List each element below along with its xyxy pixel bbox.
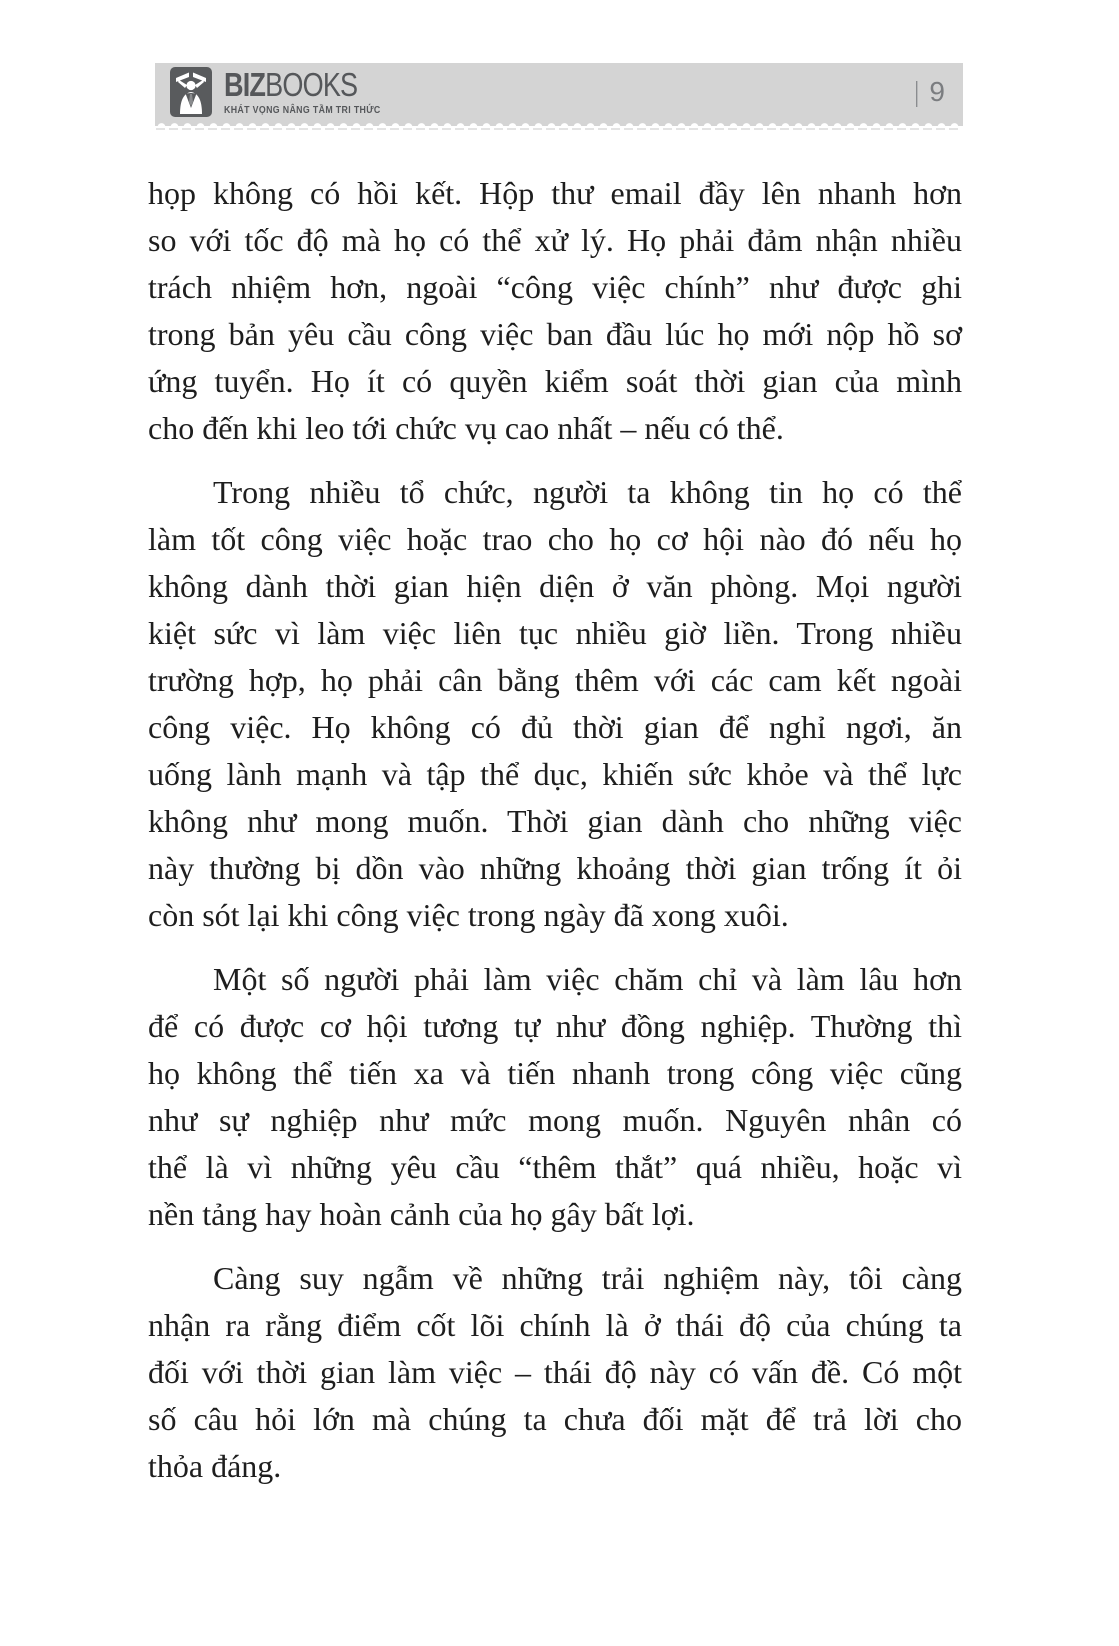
text-line: nhận ra rằng điểm cốt lõi chính là ở thái độ của chúng ta bbox=[148, 1307, 962, 1343]
brand-block bbox=[224, 65, 402, 116]
page-number bbox=[913, 76, 945, 108]
paragraph bbox=[148, 1255, 962, 1490]
brand-books: BOOKS bbox=[265, 65, 358, 103]
text-line: so với tốc độ mà họ có thể xử lý. Họ phải đảm nhận nhiều bbox=[148, 222, 962, 258]
text-line: không dành thời gian hiện diện ở văn phòng. Mọi người bbox=[148, 568, 962, 604]
paragraph bbox=[148, 956, 962, 1238]
brand-name bbox=[224, 65, 370, 103]
text-line: thỏa đáng. bbox=[148, 1448, 282, 1484]
text-line: không như mong muốn. Thời gian dành cho những việc bbox=[148, 803, 962, 839]
page-number-value: 9 bbox=[929, 75, 945, 107]
text-line: còn sót lại khi công việc trong ngày đã xong xuôi. bbox=[148, 897, 789, 933]
text-line: này thường bị dồn vào những khoảng thời gian trống ít ỏi bbox=[148, 850, 962, 886]
text-line: nền tảng hay hoàn cảnh của họ gây bất lợi. bbox=[148, 1196, 695, 1232]
header-bar bbox=[155, 63, 963, 120]
text-line: công việc. Họ không có đủ thời gian để nghỉ ngơi, ăn bbox=[148, 709, 962, 745]
text-line: Càng suy ngẫm về những trải nghiệm này, tôi càng bbox=[213, 1260, 962, 1296]
page-number-separator: | bbox=[914, 75, 919, 107]
person-lifting-book-icon bbox=[170, 67, 212, 117]
text-line: như sự nghiệp như mức mong muốn. Nguyên nhân có bbox=[148, 1102, 962, 1138]
perforated-edge bbox=[155, 120, 963, 126]
text-line: trách nhiệm hơn, ngoài “công việc chính” như được ghi bbox=[148, 269, 962, 305]
brand-biz: BIZ bbox=[224, 65, 266, 103]
text-line: ứng tuyển. Họ ít có quyền kiểm soát thời gian của mình bbox=[148, 363, 962, 399]
text-line: Trong nhiều tổ chức, người ta không tin họ có thể bbox=[213, 474, 962, 510]
text-line: số câu hỏi lớn mà chúng ta chưa đối mặt để trả lời cho bbox=[148, 1401, 962, 1437]
paragraph bbox=[148, 469, 962, 939]
brand-tagline: KHÁT VỌNG NÂNG TẦM TRI THỨC bbox=[224, 104, 381, 116]
text-line: làm tốt công việc hoặc trao cho họ cơ hội nào đó nếu họ bbox=[148, 521, 962, 557]
text-line: trường hợp, họ phải cân bằng thêm với các cam kết ngoài bbox=[148, 662, 962, 698]
text-line: Một số người phải làm việc chăm chỉ và làm lâu hơn bbox=[213, 961, 962, 997]
text-line: thể là vì những yêu cầu “thêm thắt” quá nhiều, hoặc vì bbox=[148, 1149, 962, 1185]
bizbooks-logo bbox=[170, 67, 212, 117]
text-line: để có được cơ hội tương tự như đồng nghiệp. Thường thì bbox=[148, 1008, 962, 1044]
text-line: cho đến khi leo tới chức vụ cao nhất – nếu có thể. bbox=[148, 410, 784, 446]
text-line: họ không thể tiến xa và tiến nhanh trong công việc cũng bbox=[148, 1055, 962, 1091]
text-line: trong bản yêu cầu công việc ban đầu lúc họ mới nộp hồ sơ bbox=[148, 316, 962, 352]
text-line: họp không có hồi kết. Hộp thư email đầy lên nhanh hơn bbox=[148, 175, 962, 211]
text-line: uống lành mạnh và tập thể dục, khiến sức khỏe và thể lực bbox=[148, 756, 962, 792]
body-text bbox=[148, 170, 962, 1490]
text-line: kiệt sức vì làm việc liên tục nhiều giờ liền. Trong nhiều bbox=[148, 615, 962, 651]
text-line: đối với thời gian làm việc – thái độ này có vấn đề. Có một bbox=[148, 1354, 962, 1390]
paragraph bbox=[148, 170, 962, 452]
